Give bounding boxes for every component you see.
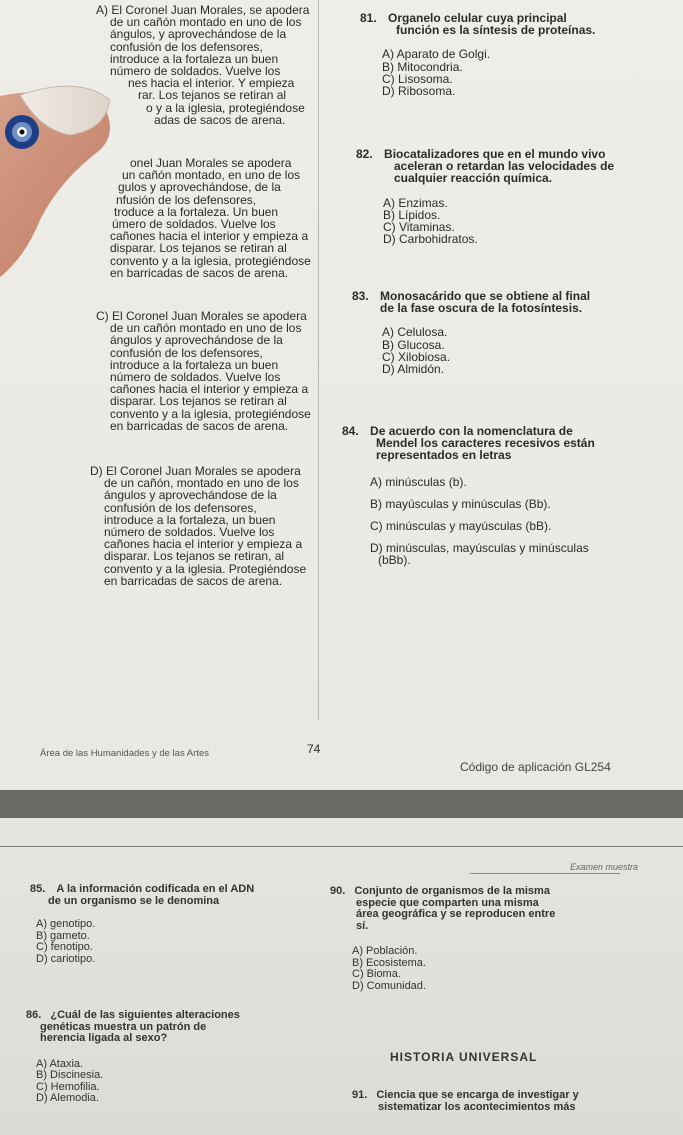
question-title-line: cualquier reacción química.: [394, 171, 553, 186]
text-line: en barricadas de sacos de arena.: [110, 265, 289, 280]
option: C) Hemofilia.: [36, 1080, 100, 1093]
finger-overlay: [0, 70, 110, 290]
text-line: D) El Coronel Juan Morales se apodera: [90, 464, 301, 478]
question-title-line: Organelo celular cuya principal: [388, 11, 567, 25]
option: B) mayúsculas y minúsculas (Bb).: [370, 496, 551, 511]
option: C) fenotipo.: [36, 941, 93, 953]
question-title-line: sistematizar los acontecimientos más: [378, 1100, 576, 1113]
text-line: ángulos, y aprovechándose de la: [110, 27, 287, 42]
question-title-line: de la fase oscura de la fotosíntesis.: [380, 301, 583, 316]
text-line: convento y a la iglesia. Protegiéndose: [104, 561, 307, 576]
text-line: úmero de soldados. Vuelve los: [112, 217, 276, 232]
option: B) Mitocondria.: [382, 59, 463, 74]
text-line: confusión de los defensores,: [104, 500, 257, 515]
text-line: onel Juan Morales se apodera: [130, 156, 292, 170]
text-line: rar. Los tejanos se retiran al: [138, 88, 287, 103]
question-90: [330, 886, 660, 992]
section-title: HISTORIA UNIVERSAL: [390, 1050, 538, 1064]
option: A) minúsculas (b).: [370, 474, 467, 489]
option: D) Carbohidratos.: [383, 232, 478, 247]
question-86: [26, 1010, 316, 1105]
question-title-line: genéticas muestra un patrón de: [40, 1020, 207, 1033]
question-title-line: función es la síntesis de proteínas.: [396, 23, 596, 38]
text-line: convento y a la iglesia, protegiéndose: [110, 406, 311, 421]
question-83: [352, 290, 662, 375]
question-title-line: Ciencia que se encarga de investigar y: [376, 1089, 579, 1101]
option: C) Xilobiosa.: [382, 349, 451, 364]
question-title-line: Biocatalizadores que en el mundo vivo: [384, 147, 606, 161]
question-82: [356, 148, 661, 245]
text-line: introduce a la fortaleza un buen: [110, 357, 279, 372]
text-line: C) El Coronel Juan Morales se apodera: [96, 309, 307, 323]
option: C) Vitaminas.: [383, 220, 455, 235]
option: A) Aparato de Golgi.: [382, 47, 491, 62]
answer-c-block: [96, 310, 318, 432]
option: D) minúsculas, mayúsculas y minúsculas: [370, 541, 589, 556]
option: B) Ecosistema.: [352, 956, 426, 969]
footer-area: Área de las Humanidades y de las Artes: [40, 748, 209, 759]
question-number: 86.: [26, 1009, 42, 1021]
text-line: introduce a la fortaleza un buen: [110, 51, 279, 66]
question-title-line: De acuerdo con la nomenclatura de: [370, 424, 573, 438]
text-line: en barricadas de sacos de arena.: [110, 418, 289, 433]
question-title-line: sí.: [356, 919, 369, 932]
text-line: de un cañón, montado en uno de los: [104, 476, 299, 491]
footer-code: Código de aplicación GL254: [460, 760, 611, 774]
text-line: convento y a la iglesia, protegiéndose: [110, 253, 311, 268]
text-line: ángulos y aprovechándose de la: [104, 488, 277, 503]
text-line: en barricadas de sacos de arena.: [104, 573, 283, 588]
text-line: un cañón montado, en uno de los: [122, 168, 301, 183]
text-line: de un cañón montado en uno de los: [110, 15, 302, 30]
option: B) Glucosa.: [382, 337, 445, 352]
text-line: número de soldados. Vuelve los: [104, 525, 275, 540]
text-line: troduce a la fortaleza. Un buen: [114, 204, 279, 219]
option: A) Enzimas.: [383, 195, 448, 210]
text-line: número de soldados. Vuelve los: [110, 370, 281, 385]
text-line: de un cañón montado en uno de los: [110, 321, 302, 336]
header-rule: [0, 846, 683, 847]
text-line: gulos y aprovechándose, de la: [118, 180, 281, 195]
text-line: disparar. Los tejanos se retiran, al: [104, 549, 285, 564]
question-number: 91.: [352, 1089, 368, 1101]
text-line: confusión de los defensores,: [110, 345, 263, 360]
text-line: ángulos y aprovechándose de la: [110, 333, 283, 348]
option: C) minúsculas y mayúsculas (bB).: [370, 519, 552, 534]
answer-a-block: [96, 4, 316, 126]
text-line: confusión de los defensores,: [110, 39, 263, 54]
question-91: [352, 1090, 682, 1113]
page-number: 74: [307, 742, 321, 756]
option: B) gameto.: [36, 929, 90, 942]
question-title-line: ¿Cuál de las siguientes alteraciones: [50, 1009, 240, 1021]
option: A) genotipo.: [36, 918, 96, 930]
question-title-line: representados en letras: [376, 448, 512, 463]
option: D) Almidón.: [382, 362, 445, 377]
answer-b-block: [96, 157, 318, 279]
question-title-line: aceleran o retardan las velocidades de: [394, 159, 615, 174]
question-number: 85.: [30, 883, 46, 895]
text-line: número de soldados. Vuelve los: [110, 64, 281, 79]
text-line: cañones hacia el interior y empieza a: [110, 382, 309, 397]
question-title-line: Mendel los caracteres recesivos están: [376, 436, 595, 451]
option: D) Ribosoma.: [382, 84, 456, 99]
text-line: disparar. Los tejanos se retiran al: [110, 394, 287, 409]
option: D) Alemodia.: [36, 1092, 99, 1104]
question-number: 81.: [360, 11, 377, 25]
question-title-line: Conjunto de organismos de la misma: [354, 885, 550, 897]
question-title-line: área geográfica y se reproducen entre: [356, 908, 556, 920]
text-line: nfusión de los defensores,: [116, 192, 257, 207]
option: (bBb).: [378, 553, 411, 568]
question-title-line: A la información codificada en el ADN: [56, 883, 255, 895]
option: D) cariotipo.: [36, 952, 96, 965]
option: B) Discinesia.: [36, 1069, 104, 1081]
exam-page-bottom: [0, 818, 683, 1135]
answer-d-block: [90, 465, 318, 587]
question-number: 83.: [352, 289, 369, 303]
option: C) Bioma.: [352, 968, 401, 980]
question-number: 90.: [330, 885, 346, 897]
text-line: adas de sacos de arena.: [154, 112, 286, 127]
text-line: o y a la iglesia, protegiéndose: [146, 100, 305, 115]
text-line: cañones hacia el interior y empieza a: [110, 229, 309, 244]
question-title-line: especie que comparten una misma: [356, 896, 539, 909]
question-84: [342, 425, 662, 567]
question-title-line: Monosacárido que se obtiene al final: [380, 289, 591, 303]
question-81: [360, 12, 660, 97]
header-underline: [470, 873, 620, 874]
text-line: introduce a la fortaleza, un buen: [104, 512, 276, 527]
question-number: 84.: [342, 424, 359, 438]
question-number: 82.: [356, 147, 373, 161]
exam-header: Examen muestra: [569, 862, 638, 872]
text-line: cañones hacia el interior y empieza a: [104, 537, 303, 552]
column-divider: [318, 0, 319, 720]
option: A) Ataxia.: [36, 1057, 84, 1070]
text-line: nes hacia el interior. Y empieza: [128, 76, 295, 91]
question-85: [30, 884, 320, 965]
text-line: A) El Coronel Juan Morales, se apodera: [96, 3, 310, 17]
option: B) Lípidos.: [383, 207, 441, 222]
question-title-line: herencia ligada al sexo?: [40, 1032, 168, 1044]
option: A) Población.: [352, 945, 418, 957]
option: A) Celulosa.: [382, 325, 448, 340]
text-line: disparar. Los tejanos se retiran al: [110, 241, 287, 256]
option: D) Comunidad.: [352, 979, 426, 992]
question-title-line: de un organismo se le denomina: [48, 894, 220, 907]
option: C) Lisosoma.: [382, 71, 453, 86]
